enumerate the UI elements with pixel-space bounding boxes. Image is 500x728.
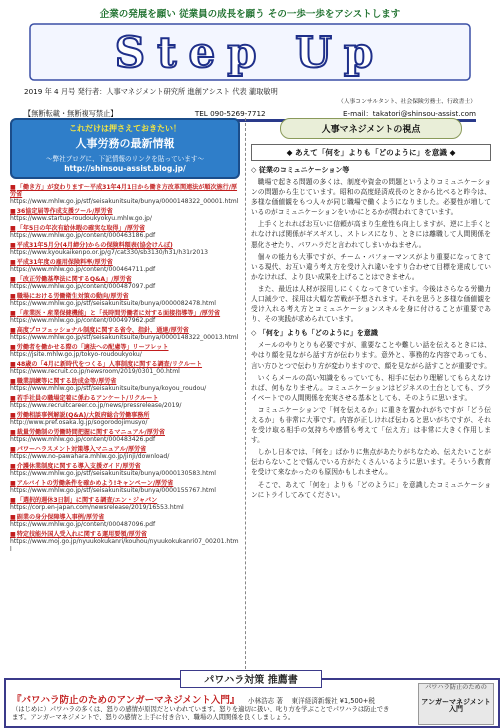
article-title: 人事マネジメントの視点 (280, 118, 462, 139)
news-item (10, 242, 240, 256)
news-item-url[interactable]: https://jsite.mhlw.go.jp/tokyo-roudoukyoku/ (10, 351, 142, 359)
news-item (10, 344, 240, 358)
news-item (10, 327, 240, 341)
credentials-line: （人事コンサルタント、社会保険労務士、行政書士） (337, 99, 476, 105)
news-item-title[interactable]: ■ 平成31年度の雇用保険料率/厚労省 (10, 259, 240, 266)
article-paragraph: コミュニケーションで「何を伝えるか」に重きを置かれがちですが「どう伝えるか」も非常に大事です。内容が正しければ伝わると思いがちですが、それを受け取る相手の気持ちや感情も考えて「伝え方」は非常に大きく作用します。 (251, 405, 491, 445)
news-item (10, 276, 240, 290)
news-item-url[interactable]: https://www.recruitcareer.co.jp/news/pressrelease/2019/ (10, 402, 182, 410)
book-section-title: パワハラ対策 推薦書 (180, 670, 322, 688)
news-item (10, 531, 240, 553)
news-item (10, 497, 240, 511)
book-title: 『パワハラ防止のためのアンガーマネジメント入門』 (12, 695, 240, 706)
news-item (10, 208, 240, 222)
book-title-line (12, 692, 392, 706)
news-item-title[interactable]: ■ 特定技能外国人受入れに関する運用要領/厚労省 (10, 531, 240, 538)
news-item-title[interactable]: ■ 平成31年5月分(4月締分)からの保険料額表(協会けんぽ) (10, 242, 240, 249)
news-item-url[interactable]: https://www.recruit.co.jp/newsroom/2019/0301_00.html (10, 368, 180, 376)
copyright-notice: 【無断転載・無断複写禁止】 (24, 109, 118, 118)
column-divider (245, 118, 246, 674)
book-cover-title: アンガーマネジメント入門 (421, 698, 491, 713)
news-item (10, 225, 240, 239)
news-item-title[interactable]: ■ 36協定届等作成支援ツール/厚労省 (10, 208, 240, 215)
news-item-title[interactable]: ■ 高度プロフェッショナル制度に関する省令、指針、通達/厚労省 (10, 327, 240, 334)
book-description: （はじめに）パワハラの多くは、怒りの感情が原因だといわれています。怒りを適切に扱い、叱り方を学ぶことでパワハラは防止できます。アンガーマネジメントで、怒りの感情と上手に付き合い、職場の人間関係を良くしましょう。 (12, 706, 390, 721)
svg-text:Step Up: Step Up (114, 28, 386, 77)
news-item-url[interactable]: https://www.mhlw.go.jp/stf/seisakunitsuite/bunya/0000148322_00013.html (10, 334, 239, 342)
news-column (10, 118, 240, 674)
news-item-title[interactable]: ■ 「産業医・産業保健機能」と「長時間労働者に対する面接指導等」/厚労省 (10, 310, 240, 317)
news-item (10, 463, 240, 477)
article-body-2 (251, 340, 491, 499)
article-paragraph: 個々の能力も大事ですが、チーム・パフォーマンスがより重要になってきている現代、お互い違う考え方を受け入れ違いをすり合わせて目標を達成していかなければ、より良い成果を上げることはできません。 (251, 252, 491, 281)
blog-url[interactable]: http://shinsou-assist.blog.jp/ (64, 164, 186, 173)
news-item-url[interactable]: https://www.startup-roudoukyokyu.mhlw.go.jp/ (10, 215, 152, 223)
article-subhead-1: ◇ 従業のコミュニケーション等 (251, 166, 350, 174)
news-item-title[interactable]: ■ 職場における労働衛生対策の動向/厚労省 (10, 293, 240, 300)
article-paragraph: しかし日本では、「何を」ばかりに焦点があたりがちなため、伝えたいことが伝わらないことで悩んでいる方がたくさんいるように思います。そういう教育を受けて来なかったのも原因かもしれません。 (251, 448, 491, 477)
article-paragraph: 職場で起きる問題の多くは、制度や資金の問題というよりコミュニケーションの問題から生じています。昭和の高度経済成長のときから比べると昨今は、多様な価値観をもつ人々が同じ職場で働くようになりました。必要性が増しているのがコミュニケーションをいかにとるかが問われてきています。 (251, 178, 491, 217)
news-item-url[interactable]: http://www.pref.osaka.lg.jp/sogorodojimusyo/ (10, 419, 148, 427)
news-item-title[interactable]: ■ 「選択的週休3日制」に関する調査/エン・ジャパン (10, 497, 240, 504)
article-paragraph: そこで、あえて「何を」よりも「どのように」を意識したコミュニケーションにトライしてみてください。 (251, 480, 491, 499)
news-item-url[interactable]: https://www.no-pawahara.mhlw.go.jp/jinji/download/ (10, 453, 170, 461)
article-section-head: ◆ あえて「何を」よりも「どのように」を意識 ◆ (251, 144, 491, 161)
news-item-url[interactable]: https://www.mhlw.go.jp/stf/seisakunitsuite/bunya/0000155767.html (10, 487, 216, 495)
book-publisher: 東洋経済新報社 ¥1,500+税 (291, 697, 375, 705)
news-item-title[interactable]: ■ 「働き方」が変わります～平成31年4月1日から働き方改革関連法が順次施行/厚労省 (10, 184, 240, 198)
article-paragraph: いくらメールの高い知識をもっていても、相手に伝わり理解してもらえなければ、何もなりません。コミュニケーションはビジネスの土台としても、プライベートでの人間関係を充実させる基本としても、そのように思います。 (251, 373, 491, 402)
news-item-title[interactable]: ■ 「年5日の年次有給休暇の確実な取得」/厚労省 (10, 225, 240, 232)
news-item-title[interactable]: ■ 「改正労働基準法に関するQ&A」/厚労省 (10, 276, 240, 283)
news-item-url[interactable]: https://www.mhlw.go.jp/content/000483426.pdf (10, 436, 156, 444)
news-item-url[interactable]: https://www.mhlw.go.jp/stf/seisakunitsuite/bunya/0000082478.html (10, 300, 216, 308)
news-item-title[interactable]: ■ 裁量労働制の労働時間把握に関するマニュアル/厚労省 (10, 429, 240, 436)
news-item-url[interactable]: https://www.moj.go.jp/nyuukokukanri/kouhou/nyuukokukanri07_00201.html (10, 538, 239, 553)
book-cover-subtitle: パワハラ防止のための (425, 684, 487, 691)
news-item-title[interactable]: ■ 介護休業制度に関する導入支援ガイド/厚労省 (10, 463, 240, 470)
news-item-title[interactable]: ■ 若手社員の職場定着に係わるアンケート/リクルート (10, 395, 240, 402)
news-item-url[interactable]: https://corp.en-japan.com/newsrelease/2019/16553.html (10, 504, 184, 512)
article-body-1 (251, 177, 491, 324)
news-item (10, 480, 240, 494)
news-item-title[interactable]: ■ 労働者を働かせる際の「適法への配慮等」リーフレット (10, 344, 240, 351)
news-item-url[interactable]: https://www.kyoukaikenpo.or.jp/g7/cat330/sb3130/h31/h31r2013 (10, 249, 208, 257)
issue-line: 2019 年 4 月号 発行者：人事マネジメント研究所 進創アシスト 代表 瀧取敏明 (24, 87, 278, 96)
news-list (10, 184, 240, 553)
column-article (251, 118, 491, 674)
article-paragraph: また、最近は人材が採用しにくくなってきています。今後はさらなる労働力人口減少で、採用は大幅な苦戦が予想されます。それを思うと多様な価値観を受け入れる考え方とコミュニケーションスキルを身に付けることが重要であり、その実践が求められています。 (251, 284, 491, 324)
phone-number: TEL 090-5269-7712 (194, 109, 266, 118)
news-item-title[interactable]: ■ 副業の身分保障導入事例/厚労省 (10, 514, 240, 521)
article-paragraph: メールのやりとりも必要ですが、重要なことや難しい話を伝えるときには、やはり顔を見ながら話す方が伝わります。意外と、事務的な内容であっても、言い方ひとつで伝わり方が変わりますので、顔を見ながら話すことが重要です。 (251, 341, 491, 370)
book-author: 小林浩志 著 (247, 697, 283, 705)
news-item (10, 259, 240, 273)
news-item (10, 412, 240, 426)
news-item (10, 184, 240, 206)
article-paragraph: 上手くとれればお互いに信頼が高まり生産性も向上しますが、逆に上手くとれなければ関係がギスギスし、ストレスになり、ときには離職して人間関係を悪化させたり、パワハラだと言われてしまいかねません。 (251, 220, 491, 249)
news-item-url[interactable]: https://www.mhlw.go.jp/stf/seisakunitsuite/bunya/0000148322_00001.html (10, 198, 239, 206)
news-item-title[interactable]: ■ アルバイトの労働条件を確かめよう!キャンペーン/厚労省 (10, 480, 240, 487)
news-item (10, 446, 240, 460)
news-item-url[interactable]: https://www.mhlw.go.jp/content/000463186.pdf (10, 232, 156, 240)
news-item-url[interactable]: https://www.mhlw.go.jp/stf/seisakunitsuite/bunya/koyou_roudou/ (10, 385, 207, 393)
publication-info (24, 86, 476, 122)
book-cover-image (418, 683, 494, 725)
news-item-title[interactable]: ■ パワーハラスメント対策導入マニュアル/厚労省 (10, 446, 240, 453)
news-item-title[interactable]: ■ 労働相談事例解説(Q&A)/大阪府総合労働事務所 (10, 412, 240, 419)
news-item (10, 293, 240, 307)
banner-line3: ～弊社ブログに、下記情報のリンクを貼っています～ (45, 155, 205, 163)
news-item (10, 378, 240, 392)
article-subhead-2: ◇ 「何を」よりも「どのように」を意識 (251, 329, 378, 338)
news-item (10, 361, 240, 375)
news-item (10, 395, 240, 409)
news-item-title[interactable]: ■ 職業訓練等に関する助成金等/厚労省 (10, 378, 240, 385)
news-item (10, 310, 240, 324)
banner-line2: 人事労務の最新情報 (75, 137, 175, 150)
email-address[interactable]: E-mail：takatori@shinsou-assist.com (343, 109, 476, 118)
news-item-url[interactable]: https://www.mhlw.go.jp/content/000487097.pdf (10, 283, 156, 291)
header-tagline: 企業の発展を願い 従業員の成長を願う その一歩一歩をアシストします (99, 9, 401, 20)
banner-line1: これだけは押さえておきたい！ (69, 124, 181, 133)
news-item-url[interactable]: https://www.mhlw.go.jp/content/000487096.pdf (10, 521, 156, 529)
news-item-url[interactable]: https://www.mhlw.go.jp/content/000464711.pdf (10, 266, 156, 274)
news-item-url[interactable]: https://www.mhlw.go.jp/stf/seisakunitsuite/bunya/0000130583.html (10, 470, 216, 478)
news-item (10, 429, 240, 443)
news-item-url[interactable]: https://www.mhlw.go.jp/content/000497962.pdf (10, 317, 156, 325)
news-banner (10, 118, 240, 179)
news-item-title[interactable]: ■ 48歳の「4月に新時代をつくる」人事制度に関する調査/リクルート (10, 361, 240, 368)
news-item (10, 514, 240, 528)
masthead-logo (28, 22, 472, 82)
